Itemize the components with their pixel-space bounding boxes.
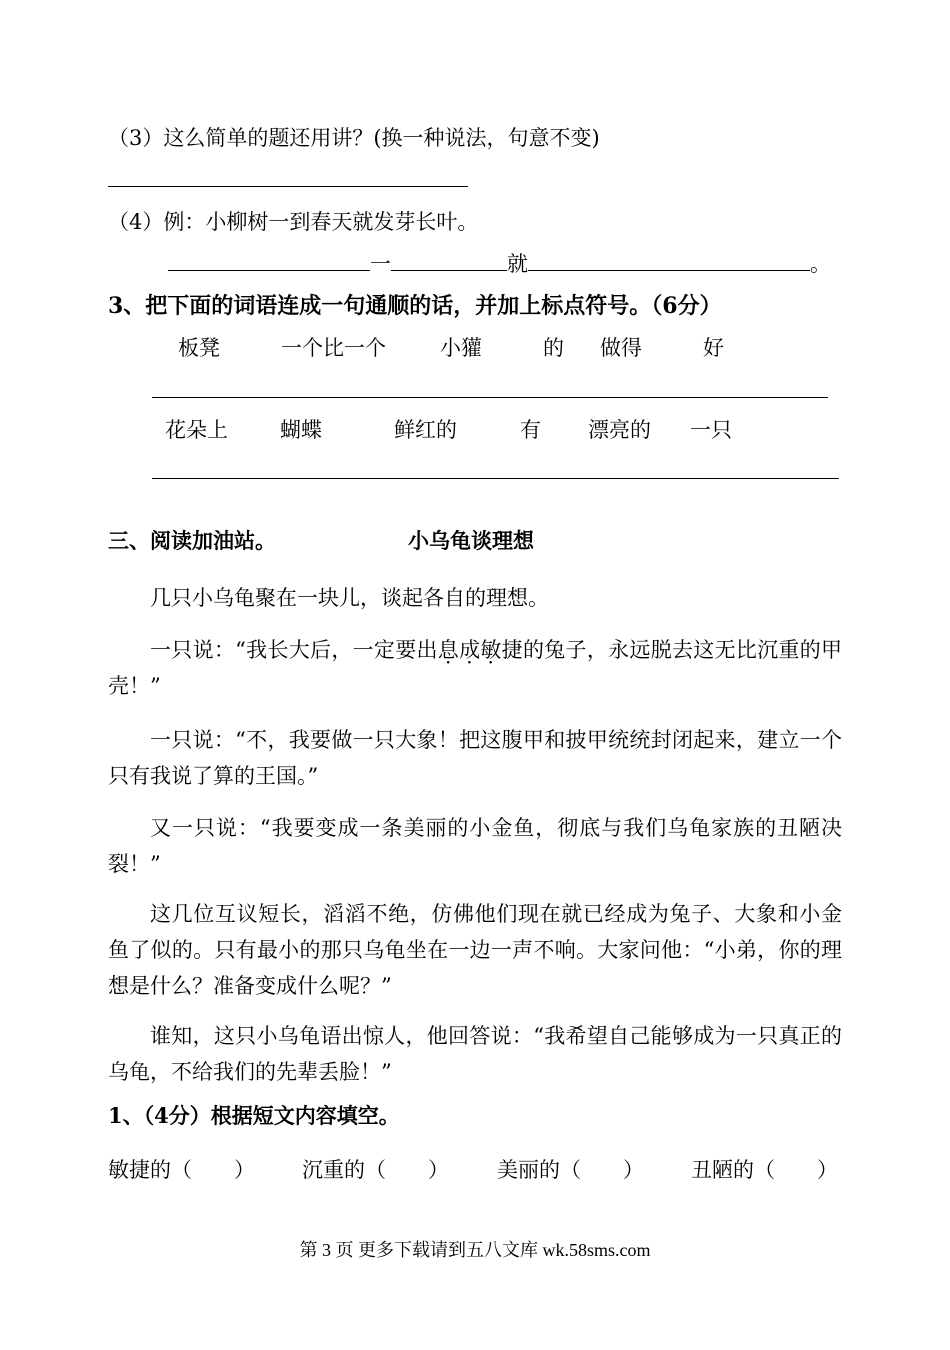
question-4-fill bbox=[168, 250, 831, 278]
blank-1[interactable] bbox=[168, 250, 370, 271]
fill-2: 沉重的（ ） bbox=[302, 1158, 449, 1182]
word-2-4: 有 bbox=[520, 418, 541, 442]
paragraph-6: 谁知，这只小乌龟语出惊人，他回答说：“我希望自己能够成为一只真正的乌龟，不给我们的先辈丢脸！” bbox=[108, 1024, 842, 1084]
jiu-char: 就 bbox=[507, 252, 528, 276]
word-1-1: 板凳 bbox=[178, 336, 220, 360]
word-1-2: 一个比一个 bbox=[281, 336, 386, 360]
fill-3: 美丽的（ ） bbox=[497, 1158, 644, 1182]
word-2-1: 花朵上 bbox=[165, 418, 228, 442]
paragraph-4: 又一只说：“我要变成一条美丽的小金鱼，彻底与我们乌龟家族的丑陋决裂！” bbox=[108, 816, 842, 876]
word-1-5: 做得 bbox=[600, 336, 642, 360]
yi-char: 一 bbox=[370, 252, 391, 276]
word-1-4: 的 bbox=[543, 336, 564, 360]
section-3-title: 3、把下面的词语连成一句通顺的话，并加上标点符号。（6分） bbox=[108, 293, 722, 319]
answer-line-words-2 bbox=[152, 478, 839, 479]
word-2-3: 鲜红的 bbox=[394, 418, 457, 442]
word-2-5: 漂亮的 bbox=[588, 418, 651, 442]
question-1-title: 1、（4分）根据短文内容填空。 bbox=[108, 1103, 400, 1128]
fill-4: 丑陋的（ ） bbox=[691, 1158, 838, 1182]
reading-title: 小乌龟谈理想 bbox=[408, 528, 534, 553]
answer-line-3 bbox=[108, 186, 468, 187]
blank-3[interactable] bbox=[528, 250, 810, 271]
blank-2[interactable] bbox=[391, 250, 507, 271]
page-footer: 第 3 页 更多下载请到五八文库 wk.58sms.com bbox=[299, 1240, 651, 1260]
paragraph-3: 一只说：“不，我要做一只大象！把这腹甲和披甲统统封闭起来，建立一个只有我说了算的王国。” bbox=[108, 728, 842, 788]
question-3: （3）这么简单的题还用讲？(换一种说法，句意不变) bbox=[108, 126, 600, 150]
word-2-2: 蝴蝶 bbox=[280, 418, 322, 442]
fill-1: 敏捷的（ ） bbox=[108, 1158, 255, 1182]
word-2-6: 一只 bbox=[690, 418, 732, 442]
answer-line-words-1 bbox=[152, 397, 828, 398]
paragraph-5: 这几位互议短长，滔滔不绝，仿佛他们现在就已经成为兔子、大象和小金鱼了似的。只有最小的那只乌龟坐在一边一声不响。大家问他：“小弟，你的理想是什么？准备变成什么呢？” bbox=[108, 902, 842, 998]
end-char: 。 bbox=[810, 252, 831, 276]
word-1-6: 好 bbox=[703, 336, 724, 360]
word-1-3: 小獾 bbox=[440, 336, 482, 360]
paragraph-2: 一只说：“我长大后，一定要出息成敏捷的兔子，永远脱去这无比沉重的甲壳！” bbox=[108, 638, 843, 698]
reading-heading: 三、阅读加油站。 bbox=[108, 528, 276, 553]
question-4: （4）例：小柳树一到春天就发芽长叶。 bbox=[108, 210, 479, 234]
paragraph-1: 几只小乌龟聚在一块儿，谈起各自的理想。 bbox=[150, 586, 549, 610]
